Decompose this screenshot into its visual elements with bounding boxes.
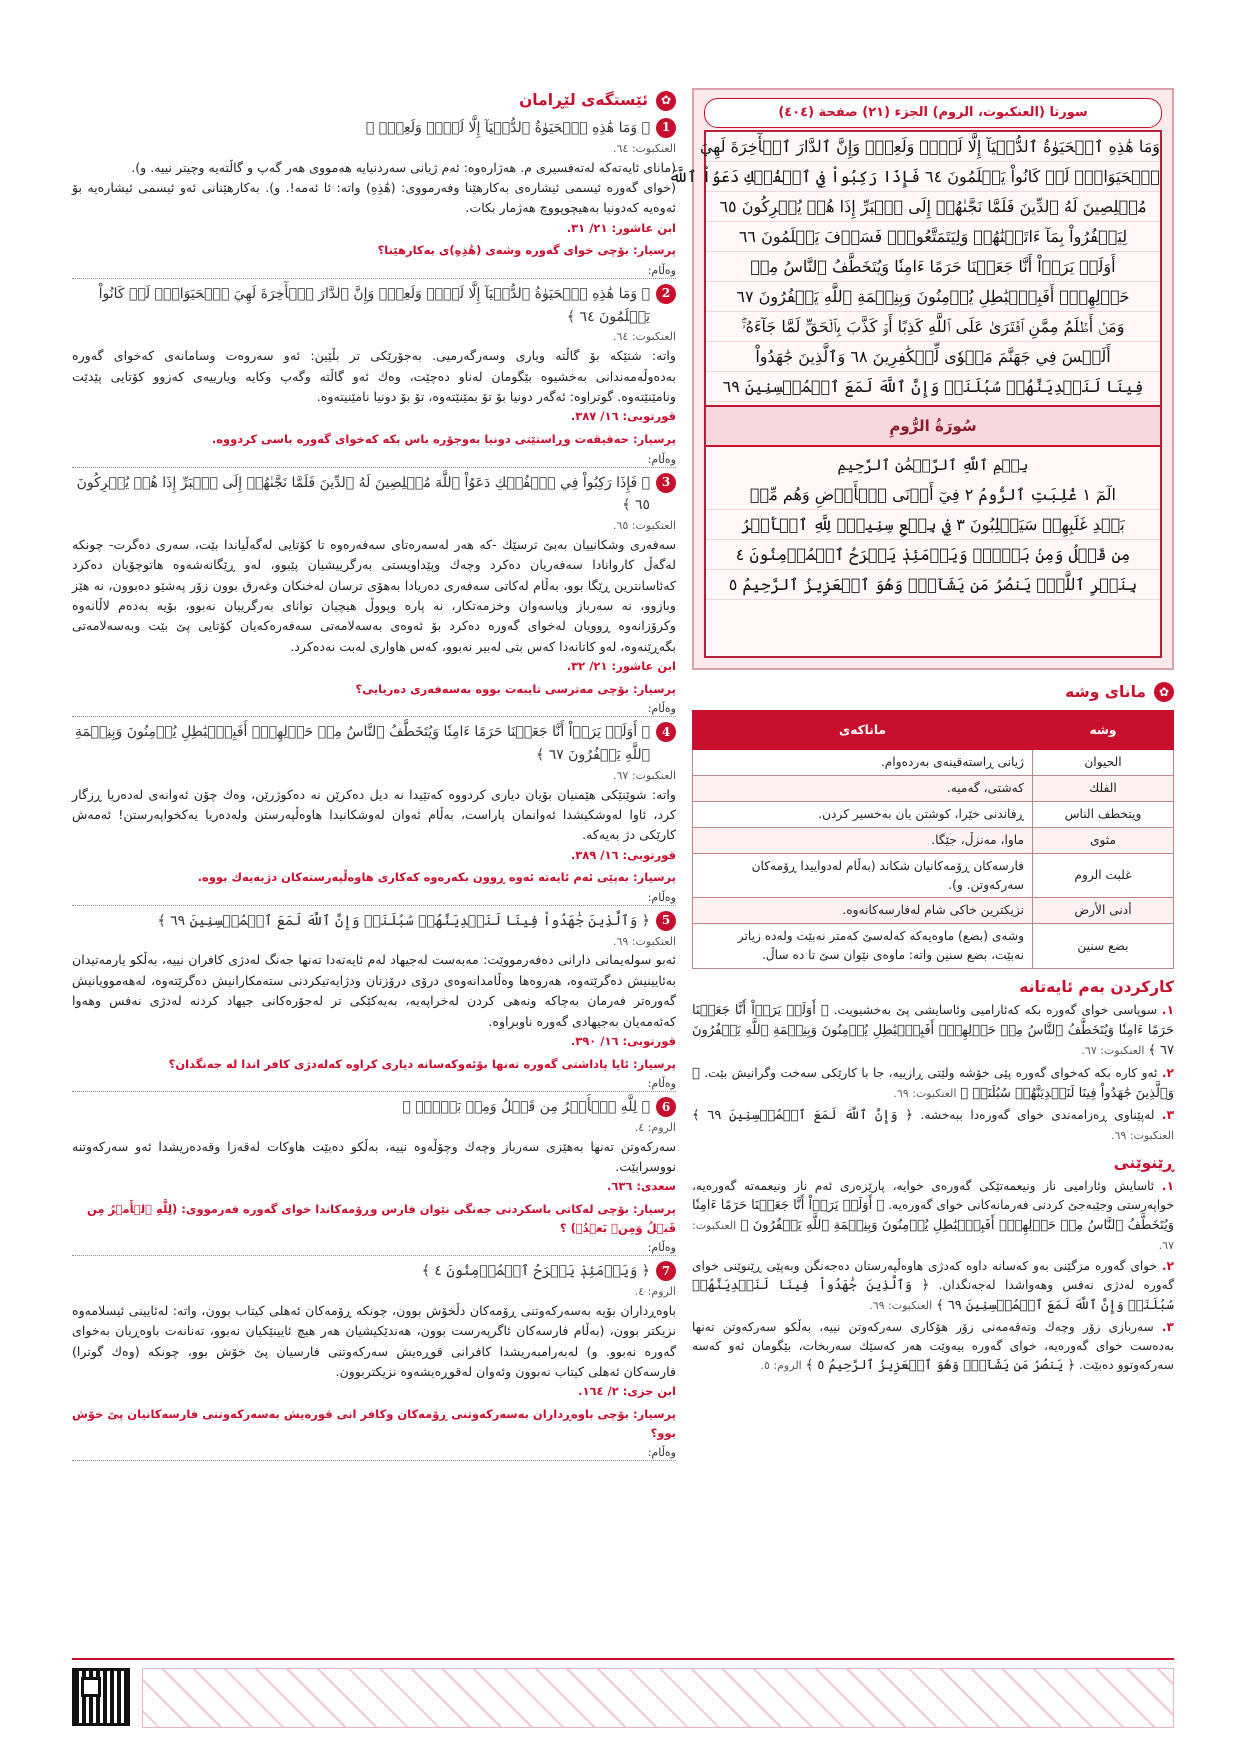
answer-field[interactable]: وەڵام: (72, 1239, 676, 1256)
item-number-badge: 1 (656, 118, 676, 138)
ayah-text: ﴿ أَوَلَمۡ يَرَوۡاْ أَنَّا جَعَلۡنَا حَرَمًا ءَامِنٗا وَيُتَخَطَّفُ ٱلنَّاسُ مِنۡ حَوۡلِهِمۡۚ أَفَبِٱلۡبَٰطِلِ يُؤۡمِنُونَ وَبِنِعۡمَةِ ٱللَّهِ يَكۡفُرُونَ ٦٧ ﴾ (692, 1003, 1174, 1059)
right-column (668, 88, 1175, 1658)
ayah-text: ﴿ يَنصُرُ مَن يَشَآءُۖ وَهُوَ ٱلۡعَزِيزُ ٱلرَّحِيمُ ٥ ﴾ (805, 1358, 1076, 1374)
ayah-reference: الروم: ٤. (634, 1285, 676, 1299)
application-title: کارکردن بەم ئایەتانە (1019, 978, 1174, 997)
application-item (692, 1064, 1174, 1104)
meaning-cell: ڕفاندنی خێرا، کوشتن یان بەخسیر کردن. (693, 801, 1033, 827)
tafsir-item (72, 283, 676, 468)
application-item (692, 1106, 1174, 1145)
item-number: ٣. (1161, 1107, 1175, 1122)
ayah-reference: العنكبوت: ٦٧. (613, 768, 676, 782)
ayah-text: ﴿ وَٱلَّذِينَ جَٰهَدُواْ فِينَا لَنَهۡدِيَنَّهُمۡ سُبُلَنَاۚ وَإِنَّ ٱللَّهَ لَمَعَ ٱلۡمُحۡسِنِينَ ٦٩ ﴾ (692, 1277, 1174, 1314)
rosette-icon: ✿ (1154, 682, 1174, 702)
answer-field[interactable]: وەڵام: (72, 1444, 676, 1461)
tafsir-item (72, 117, 676, 279)
table-row (693, 827, 1174, 853)
mushaf-line: أَوَلَمۡ يَرَوۡاْ أَنَّا جَعَلۡنَا حَرَمًا ءَامِنٗا وَيُتَخَطَّفُ ٱلنَّاسُ مِنۡ (706, 252, 1160, 282)
item-number-badge: 4 (656, 722, 676, 742)
tafsir-item (72, 910, 676, 1092)
ayah-line (72, 1260, 676, 1283)
word-cell: الفلك (1033, 775, 1174, 801)
word-cell: مثوى (1033, 827, 1174, 853)
guidance-item (692, 1177, 1174, 1255)
ayah-text: ﴿ وَيَوۡمَئِذٖ يَفۡرَحُ ٱلۡمُؤۡمِنُونَ ٤ ﴾ (421, 1263, 650, 1280)
mushaf-line: ٱلۡحَيَوَانُۚ لَوۡ كَانُواْ يَعۡلَمُونَ ٦٤ فَإِذَا رَكِبُواْ فِي ٱلۡفُلۡكِ دَعَوُاْ ٱللَّهَ (706, 162, 1160, 192)
answer-field[interactable]: وەڵام: (72, 262, 676, 279)
item-number: ٢. (1161, 1065, 1174, 1080)
explanation-paragraph: سەرکەوتن تەنها بەهێزی سەرباز وچەك وچۆڵەوە نییە، بەڵکو دەبێت هاوکات لەقەزا وقەدەریشدا ئەو سەرکەوتنە نووسرابێت. (72, 1138, 676, 1175)
column-header-word: وشە (1033, 711, 1174, 750)
column-header-meaning: ماناکەی (693, 711, 1033, 750)
words-title: مانای وشە (1065, 683, 1146, 701)
section-title (72, 88, 676, 113)
item-text: سەربازی زۆر وچەك وتەقەمەنی زۆر هۆکاری سەرکەوتن نییە، بەڵکو سەرکەوتن تەنها بەدەست خوای گەورەیە، خوای گەورە بیەوێت هەر کەسێك سەربخات، بێگومان ئەو کەسە سەرکەوتوو دەبێت. (692, 1320, 1174, 1373)
ayah-line (72, 117, 676, 140)
word-cell: ويتخطف الناس (1033, 801, 1174, 827)
decorative-border (142, 1668, 1174, 1728)
word-cell: أدنى الأرض (1033, 898, 1174, 924)
mushaf-frame (668, 130, 1162, 658)
ayah-text: ﴿ وَإِنَّ ٱللَّهَ لَمَعَ ٱلۡمُحۡسِنِينَ ٦٩ ﴾ (692, 1107, 914, 1123)
question: پرسیار: بەپێی ئەم ئایەتە ئەوە ڕوون بکەرەوە کەکاری هاوەڵپەرستەکان دژبەیەك بووە. (197, 870, 676, 885)
ayah-reference: العنكبوت: ٦٤. (613, 330, 676, 344)
explanation-paragraph: (خوای گەورە ئیسمی ئیشارەی بەکارهێنا وفەرمووی: (هَٰذِهِ) واتە: ئا ئەمە!. و). بەکارهێنانی ئەو ئیسمی ئیشارەیە بۆ ئەوەیە کەدونیا بەهیچوپووچ هەژمار بکات. (72, 179, 676, 216)
mushaf-header: سورتا (العنكبوت، الروم) الجزء (٢١) صفحة (٤٠٤) (704, 98, 1162, 128)
ayah-reference: العنكبوت: ٦٩. (613, 934, 676, 948)
tafsir-column (72, 88, 676, 1658)
ayah-reference: العنكبوت: ٦٧. (1081, 1044, 1145, 1058)
item-number-badge: 5 (656, 911, 676, 931)
mushaf-line: بِنَصۡرِ ٱللَّهِۚ يَنصُرُ مَن يَشَآءُۖ وَهُوَ ٱلۡعَزِيزُ ٱلرَّحِيمُ ٥ (706, 570, 1160, 600)
guidance-title: ڕێنوێنی (1113, 1153, 1174, 1172)
ayah-line (72, 721, 676, 766)
answer-field[interactable]: وەڵام: (72, 889, 676, 906)
item-text: ئەو کارە بکە کەخوای گەورە پێی خۆشە ولێتی ڕازییە، جا با کارێکی سەخت وگرانیش بێت. (704, 1065, 1158, 1080)
ayah-reference: العنكبوت: ٦٤. (613, 141, 676, 155)
source-citation: سعدی: ٦٣٦. (606, 1179, 676, 1194)
explanation-paragraph: سەفەری وشکانییان بەبێ ترسێك -کە هەر لەسەرەتای سەفەرەوە تا کۆتایی لەگەڵیاندا بێت، سەری دەگرت- چونکە لەگەڵ کاروانادا سەفەریان دەکرد وچەك وپێداویستی بەرگرییشیان پێبوو، لەو ڕێگانەشەوە هاتوچۆیان دەکرد کەئاسانترین ڕێگا بوو، بەڵام لەکاتی سەفەری دەریادا بەهۆی ترسان لەخنکان وغەرق بوون زۆر پەشێو دەبوون، نە هێز وبازوو، نە سەرباز وپاسەوان وخزمەتکار، نە پارە وپووڵ هیچیان توانای بەرگرییان نەبوو، بۆیە بەدەم لاڵانەوە وکرۆزانەوە ڕوویان لەخوای گەورە دەکرد بۆ ئەوەی بەسەلامەتی سەفەرەکەیان کۆتایی پێ بێت وبەسەلامەتی بگەڕێنەوە، لەو کاتانەدا کەس بتی لەبیر نەبوو، کەس هاواری لەبت نەدەکرد. (72, 536, 676, 654)
mushaf-line: وَمَنۡ أَظۡلَمُ مِمَّنِ ٱفۡتَرَىٰ عَلَى ٱللَّهِ كَذِبًا أَوۡ كَذَّبَ بِٱلۡحَقِّ لَمَّا جَآءَهُۥٓۚ (706, 312, 1160, 342)
ayah-line (72, 472, 676, 517)
item-text: لەپێناوی ڕەزامەندی خوای گەورەدا ببەخشە. (920, 1107, 1155, 1122)
source-citation: قورتوبی: ١٦/ ٣٨٩. (570, 847, 676, 862)
item-number: ٣. (1161, 1320, 1174, 1335)
explanation-paragraph: ئەبو سولەیمانی دارانی دەفەرمووێت: مەبەست لەجیهاد لەم ئایەتەدا تەنها جەنگ لەدژی کافران نییە، بەڵکو یارمەتیدان بەئایینیش دەگرێتەوە، هەروەها وەڵامدانەوەی درۆی درۆزنان ودژایەتیکردنی ستەمکارانیش دەگرێتەوە، لەهەموویانیش گەورەتر فەرمان بەچاکە ونەهی کردن لەخراپەیە، بەیەکێکی تر لەجۆرەکانی جیهاد کردنە لەدژی نەفس وهەوا کەئەمەیان بەجیهادی گەورە ناوبراوە. (72, 952, 676, 1029)
mushaf-line: فِينَا لَنَهۡدِيَنَّهُمۡ سُبُلَنَاۚ وَإِنَّ ٱللَّهَ لَمَعَ ٱلۡمُحۡسِنِينَ ٦٩ (706, 372, 1160, 402)
ayah-reference: العنكبوت: ٦٩. (893, 1086, 957, 1100)
mushaf-page (668, 88, 1174, 670)
ayah-text: ﴿ وَٱلَّذِينَ جَٰهَدُواْ فِينَا لَنَهۡدِيَنَّهُمۡ سُبُلَنَاۚ ﴾ (692, 1065, 1174, 1101)
explanation-paragraph: (مانای ئایەتەکە لەتەفسیری م. هەژارەوە: ئەم ژیانی سەردنیایە هەمووی هەر گەپ و گاڵتەیە وچیتر نییە. و). (131, 159, 676, 175)
source-citation: ابن عاشور: ٢١/ ٣١. (566, 220, 676, 235)
ayah-line (72, 1096, 676, 1119)
surah-band: سُورَةُ الرُّومِ (706, 405, 1160, 447)
word-cell: بضع سنين (1033, 924, 1174, 969)
ayah-text: ﴿ لِلَّهِ ٱلۡأَمۡرُ مِن قَبۡلُ وَمِنۢ بَعۡدُۚ ﴾ (402, 1099, 650, 1116)
word-cell: غلبت الروم (1033, 853, 1174, 898)
table-row (693, 750, 1174, 776)
explanation-paragraph: باوەڕداران بۆیە بەسەرکەوتنی ڕۆمەکان دڵخۆش بوون، چونکە ڕۆمەکان ئەهلی کیتاب بوون، واتە: لەئایینی ئیسلامەوە نزیکتر بوون، (بەڵام فارسەکان ئاگرپەرست بوون، هەندێکیشیان هەر هیچ ئایینێکیان نەبوو، تەنانەت باوەڕیان بەخوای گەورە نەبوو. و) لەبەرامبەریشدا کافرانی قوڕەیش سەرکەوتنی فارسیان پێ خۆش بوو، چونکە (وەك گوترا) فارسەکان ئەهلی کیتاب نەبوون وئەوان لەقوڕەیشەوە نزیکتربوون. (72, 1302, 676, 1380)
explanation-paragraph: واتە: شوێنێکی هێمنیان بۆیان دیاری کردووە کەتێیدا نە دیل دەکرێن نە دەکوژرێن، وەك چۆن ئەوانەی لەدەریا ڕزگار کرد، ئاوا لەوشکیشدا ئەوانمان پاراست، بەڵام ئەوان لەوشکانیدا هاوەڵپەرستن ولەدەریا یەکخواپەرستن! ئەمەش کارێکی دژ بەیەکە. (72, 786, 676, 843)
table-row (693, 801, 1174, 827)
item-number-badge: 7 (656, 1261, 676, 1281)
ayah-reference: العنكبوت: ٦٥. (613, 518, 676, 532)
table-row (693, 924, 1174, 969)
ayah-reference: العنكبوت: ٦٩. (869, 1299, 933, 1313)
mushaf-line: مِن قَبۡلُ وَمِنۢ بَعۡدُۚ وَيَوۡمَئِذٖ يَفۡرَحُ ٱلۡمُؤۡمِنُونَ ٤ (706, 540, 1160, 570)
qr-code[interactable] (72, 1668, 130, 1726)
item-number: ٢. (1161, 1259, 1174, 1274)
word-cell: الحيوان (1033, 750, 1174, 776)
answer-field[interactable]: وەڵام: (72, 700, 676, 717)
mushaf-line: بَعۡدِ غَلَبِهِمۡ سَيَغۡلِبُونَ ٣ فِي بِضۡعِ سِنِينَۗ لِلَّهِ ٱلۡأَمۡرُ (706, 510, 1160, 540)
ayah-line (72, 283, 676, 328)
ayah-text: ﴿ وَٱلَّذِينَ جَٰهَدُواْ فِينَا لَنَهۡدِيَنَّهُمۡ سُبُلَنَاۚ وَإِنَّ ٱللَّهَ لَمَعَ ٱلۡمُحۡسِنِينَ ٦٩ ﴾ (157, 912, 650, 929)
meaning-cell: ژیانی ڕاستەقینەی بەردەوام. (693, 750, 1033, 776)
mushaf-line: أَلَيۡسَ فِي جَهَنَّمَ مَثۡوٗى لِّلۡكَٰفِرِينَ ٦٨ وَٱلَّذِينَ جَٰهَدُواْ (706, 342, 1160, 372)
ayah-reference: الروم: ٥. (760, 1359, 802, 1373)
ayah-text: ﴿ أَوَلَمۡ يَرَوۡاْ أَنَّا جَعَلۡنَا حَرَمًا ءَامِنٗا وَيُتَخَطَّفُ ٱلنَّاسُ مِنۡ حَوۡلِهِمۡۚ أَفَبِٱلۡبَٰطِلِ يُؤۡمِنُونَ وَبِنِعۡمَةِ ٱللَّهِ يَكۡفُرُونَ ﴾ (692, 1197, 1175, 1233)
ayah-reference: الروم: ٤. (634, 1120, 676, 1134)
mushaf-line: حَوۡلِهِمۡۚ أَفَبِٱلۡبَٰطِلِ يُؤۡمِنُونَ وَبِنِعۡمَةِ ٱللَّهِ يَكۡفُرُونَ ٦٧ (706, 282, 1160, 312)
ayah-text: ﴿ أَوَلَمۡ يَرَوۡاْ أَنَّا جَعَلۡنَا حَرَمًا ءَامِنٗا وَيُتَخَطَّفُ ٱلنَّاسُ مِنۡ حَوۡلِهِمۡۚ أَفَبِٱلۡبَٰطِلِ يُؤۡمِنُونَ وَبِنِعۡمَةِ ٱللَّهِ يَكۡفُرُونَ ٦٧ ﴾ (74, 724, 650, 764)
question: پرسیار: بۆچی لەکاتی باسکردنی جەنگی نێوان فارس وڕۆمەکاندا خوای گەورە فەرمووی: (لِلَّهِ ٱلۡأَمۡرُ مِن قَبۡلُ وَمِنۢ بَعۡدُۚ) ؟ (86, 1202, 676, 1235)
word-meanings-table (692, 710, 1174, 969)
ayah-text: ﴿ وَمَا هَٰذِهِ ٱلۡحَيَوٰةُ ٱلدُّنۡيَآ إِلَّا لَهۡوٞ وَلَعِبٞۚ ﴾ (365, 120, 650, 137)
meaning-cell: نزیکترین خاکی شام لەفارسەکانەوە. (693, 898, 1033, 924)
table-row (693, 853, 1174, 898)
item-text: ئاسایش وئارامیی ناز ونیعمەتێکی گەورەی خوایە، پارێزەری ئەم ناز ونیعمەتە گەورەیە، خواپەرستی وجێبەجێ کردنی فەرمانەکانی خوای گەورەیە. (692, 1178, 1175, 1212)
application-item (692, 1001, 1174, 1061)
mushaf-line: مُخۡلِصِينَ لَهُ ٱلدِّينَ فَلَمَّا نَجَّىٰهُمۡ إِلَى ٱلۡبَرِّ إِذَا هُمۡ يُشۡرِكُونَ ٦٥ (706, 192, 1160, 222)
source-citation: ابن عاشور: ٢١/ ٣٢. (566, 659, 676, 674)
ayah-text: ﴿ فَإِذَا رَكِبُواْ فِي ٱلۡفُلۡكِ دَعَوُاْ ٱللَّهَ مُخۡلِصِينَ لَهُ ٱلدِّينَ فَلَمَّا نَجَّىٰهُمۡ إِلَى ٱلۡبَرِّ إِذَا هُمۡ يُشۡرِكُونَ ٦٥ ﴾ (76, 474, 650, 514)
explanation-paragraph: واتە: شتێکە بۆ گاڵتە ویاری وسەرگەرمیی. بەجۆرێکی تر بڵێین: ئەو سەروەت وسامانەی کەخوای گەورە بەدەوڵەمەندانی بەخشیوە بێگومان لەناو دەچێت، وەك ئەو گاڵتە وگەپ وکایە ویارییەی کەزوو کۆتایی پێدێت ونامێنێتەوە. گوتراوە: ئەگەر دونیا بۆ تۆ بمێنێتەوە، تۆ بۆ دونیا نامێنیتەوە. (72, 348, 676, 404)
table-row (693, 775, 1174, 801)
ayah-line (72, 910, 676, 933)
meaning-cell: وشەی (بضع) ماوەیەکە کەلەسێ کەمتر نەبێت ولەدە زیاتر نەبێت، بضع سنين واتە: ماوەی نێوان سێ تا دە ساڵ. (693, 924, 1033, 969)
question: پرسیار: بۆچی خوای گەورە وشەی (هَٰذِهِ)ی بەکارهێنا؟ (377, 243, 676, 258)
item-text: خوای گەورە مزگێنی بەو کەسانە داوە کەدژی هاوەڵپەرستان دەجەنگن وبەپێی ڕێنوێنی خوای گەورە لەدژی نەفس وهەواشدا لەجەنگدان. (692, 1259, 1175, 1292)
mushaf-line: الٓمٓ ١ غُلِبَتِ ٱلرُّومُ ٢ فِيٓ أَدۡنَى ٱلۡأَرۡضِ وَهُم مِّنۢ (706, 480, 1160, 510)
item-number-badge: 6 (656, 1097, 676, 1117)
tafsir-title: ئێستگەی لێڕامان (519, 91, 648, 109)
meaning-cell: فارسەکان ڕۆمەکانیان شکاند (بەڵام لەدوایيدا ڕۆمەکان سەرکەوتن. و). (693, 853, 1033, 898)
question: پرسیار: بۆچی مەترسی تایبەت بووە بەسەفەری دەریایی؟ (355, 681, 676, 696)
source-citation: قورتوبی: ١٦/ ٣٩٠. (570, 1033, 676, 1048)
item-number-badge: 3 (656, 473, 676, 493)
question: پرسیار: ئایا پاداشتی گەورە تەنها بۆئەوکەسانە دیاری کراوە کەلەدژی کافر اندا لە جەنگدان؟ (168, 1056, 676, 1071)
rosette-icon: ✿ (656, 91, 676, 111)
ayah-text: ﴿ وَمَا هَٰذِهِ ٱلۡحَيَوٰةُ ٱلدُّنۡيَآ إِلَّا لَهۡوٞ وَلَعِبٞۚ وَإِنَّ ٱلدَّارَ ٱلۡأٓخِرَةَ لَهِيَ ٱلۡحَيَوَانُۚ لَوۡ كَانُواْ يَعۡلَمُونَ ٦٤ ﴾ (98, 286, 650, 325)
item-number: ١. (1161, 1178, 1175, 1193)
bismillah: بِسۡمِ ٱللَّهِ ٱلرَّحۡمَٰنِ ٱلرَّحِيمِ (837, 456, 1029, 474)
words-section-title (692, 680, 1174, 704)
question: پرسیار: حەقیقەت وڕاستێتی دونیا بەوجۆرە باس بکە کەخوای گەورە باسی کردووە. (211, 431, 676, 446)
question: پرسیار: بۆچی باوەڕداران بەسەرکەوتنی ڕۆمەکان وکافر انی قورەیش بەسەرکەوتنی فارسەکانیان پێ خۆش بوو؟ (71, 1407, 676, 1440)
source-citation: قورتوبی: ١٦/ ٣٨٧. (570, 409, 676, 424)
answer-field[interactable]: وەڵام: (72, 451, 676, 468)
ayah-reference: العنكبوت: ٦٩. (1111, 1129, 1174, 1143)
meaning-cell: ماوا، مەنزڵ، جێگا. (693, 827, 1033, 853)
mushaf-line: لِيَكۡفُرُواْ بِمَآ ءَاتَيۡنَٰهُمۡ وَلِيَتَمَتَّعُواْۚ فَسَوۡفَ يَعۡلَمُونَ ٦٦ (706, 222, 1160, 252)
footer (72, 1658, 1174, 1732)
guidance-item (692, 1257, 1174, 1316)
mushaf-line: وَمَا هَٰذِهِ ٱلۡحَيَوٰةُ ٱلدُّنۡيَآ إِلَّا لَهۡوٞ وَلَعِبٞۚ وَإِنَّ ٱلدَّارَ ٱلۡأٓخِرَةَ لَهِيَ (706, 132, 1160, 162)
table-row (693, 898, 1174, 924)
item-text: سوپاسی خوای گەورە بکە کەئارامیی وئاسایشی پێ بەخشیویت. (833, 1003, 1158, 1018)
tafsir-item (72, 1096, 676, 1256)
tafsir-item (72, 721, 676, 906)
tafsir-item (72, 1260, 676, 1461)
meaning-cell: کەشتی، گەمیە. (693, 775, 1033, 801)
guidance-item (692, 1318, 1174, 1376)
source-citation: ابن جزی: ٢/ ١٦٤. (578, 1384, 676, 1399)
answer-field[interactable]: وەڵام: (72, 1075, 676, 1092)
item-number: ١. (1161, 1003, 1175, 1018)
tafsir-item (72, 472, 676, 718)
ayah-reference: العنكبوت: ٦٧. (692, 1219, 1174, 1253)
item-number-badge: 2 (656, 284, 676, 304)
